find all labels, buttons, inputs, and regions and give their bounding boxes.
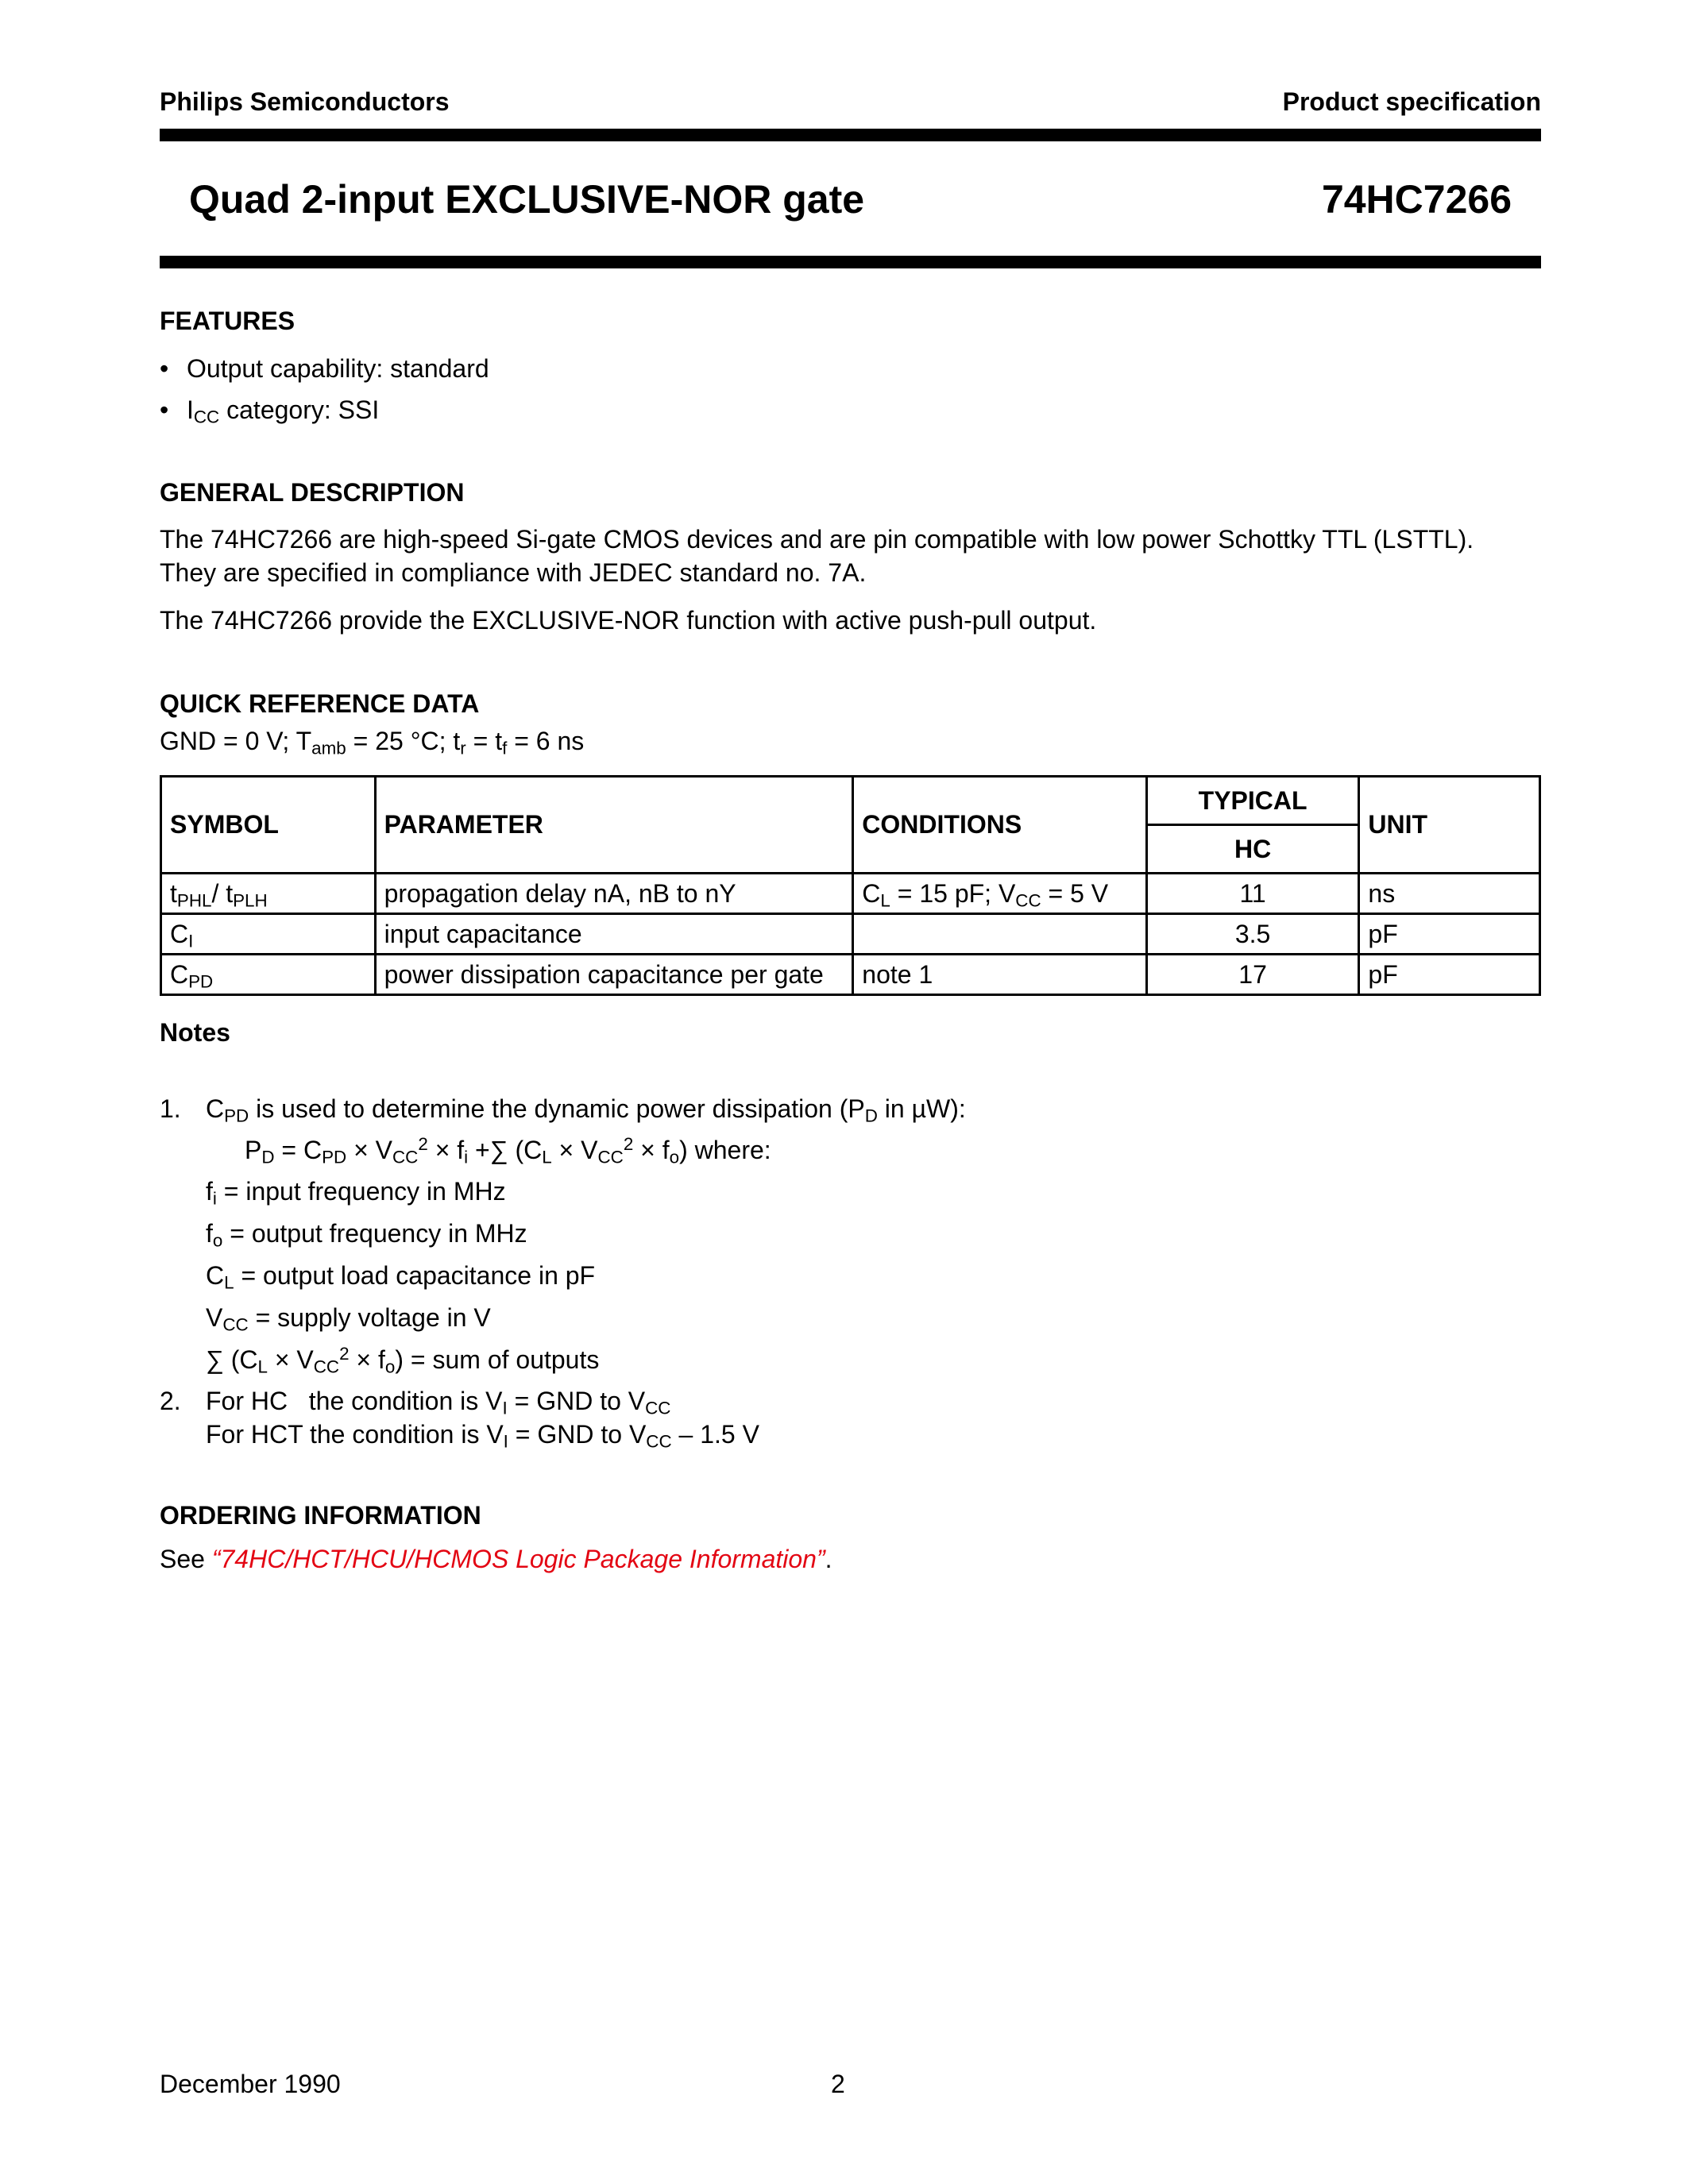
- quick-reference-conditions: GND = 0 V; $T_{amb} = 25$ °C; $t_r = t_f = 6$ ns: [160, 727, 585, 758]
- page-number: 2: [831, 2070, 845, 2098]
- cell-unit: pF: [1359, 955, 1540, 995]
- header-symbol: SYMBOL: [161, 777, 376, 874]
- note-2-line1: For HC the condition is $V_I$ = GND to $V_{CC}$: [206, 1387, 671, 1418]
- part-number: 74HC7266: [1321, 177, 1512, 222]
- ordering-information-text: See “74HC/HCT/HCU/HCMOS Logic Package Information”.: [160, 1545, 832, 1573]
- cell-parameter: propagation delay nA, nB to nY: [375, 874, 853, 914]
- quick-reference-heading: QUICK REFERENCE DATA: [160, 689, 480, 718]
- table-row: [161, 874, 1540, 914]
- table-row: [161, 914, 1540, 955]
- document-type: Product specification: [1282, 87, 1541, 116]
- features-heading: FEATURES: [160, 307, 295, 335]
- table-header-row: [161, 777, 1540, 825]
- note-1-definition: $f_i$ = input frequency in MHz: [206, 1177, 506, 1209]
- table-row: [161, 955, 1540, 995]
- cell-typical: 17: [1146, 955, 1359, 995]
- title-row: [189, 176, 1512, 224]
- ordering-information-heading: ORDERING INFORMATION: [160, 1501, 481, 1530]
- note-1-text: $C_{PD}$ is used to determine the dynamic power dissipation ($P_D$ in µW):: [206, 1094, 966, 1126]
- header-rule-top: [160, 129, 1541, 141]
- note-1-formula: $P_D = C_{PD} \times V_{CC}^2 \times f_i$ +∑ $(C_L \times V_{CC}^2 \times f_o)$ where:: [245, 1133, 771, 1167]
- note-1-definition: $V_{CC}$ = supply voltage in V: [206, 1303, 491, 1335]
- page-header: [160, 87, 1541, 119]
- cell-unit: ns: [1359, 874, 1540, 914]
- notes-heading: Notes: [160, 1018, 230, 1047]
- cell-typical: 3.5: [1146, 914, 1359, 955]
- quick-reference-table: [160, 775, 1541, 996]
- cell-symbol: $C_I$: [161, 914, 376, 955]
- page-title: Quad 2-input EXCLUSIVE-NOR gate: [189, 177, 865, 222]
- company-name: Philips Semiconductors: [160, 87, 450, 116]
- feature-item: • $I_{CC}$ category: SSI: [160, 396, 380, 427]
- bullet-icon: •: [160, 354, 169, 383]
- footer-date: December 1990: [160, 2070, 341, 2098]
- general-description-para1: The 74HC7266 are high-speed Si-gate CMOS devices and are pin compatible with low power Schottky TTL (LSTTL). They are specified in compliance with JEDEC standard no. 7A.: [160, 525, 1474, 587]
- cell-parameter: input capacitance: [375, 914, 853, 955]
- note-number: 2.: [160, 1387, 181, 1415]
- cell-typical: 11: [1146, 874, 1359, 914]
- header-conditions: CONDITIONS: [853, 777, 1146, 874]
- note-1-definition: $C_L$ = output load capacitance in pF: [206, 1261, 596, 1293]
- header-hc: HC: [1146, 825, 1359, 874]
- header-typical: TYPICAL: [1146, 777, 1359, 825]
- cell-conditions: note 1: [853, 955, 1146, 995]
- bullet-icon: •: [160, 396, 169, 424]
- cell-parameter: power dissipation capacitance per gate: [375, 955, 853, 995]
- cell-symbol: $t_{PHL}/$ $t_{PLH}$: [161, 874, 376, 914]
- header-unit: UNIT: [1359, 777, 1540, 874]
- header-rule-bottom: [160, 256, 1541, 268]
- header-parameter: PARAMETER: [375, 777, 853, 874]
- cell-conditions: $C_L = 15$ pF; $V_{CC} = 5$ V: [853, 874, 1146, 914]
- cell-symbol: $C_{PD}$: [161, 955, 376, 995]
- note-2-line2: For HCT the condition is $V_I$ = GND to $V_{CC} - 1.5$ V: [206, 1420, 759, 1452]
- feature-item: • Output capability: standard: [160, 354, 489, 383]
- package-information-link[interactable]: “74HC/HCT/HCU/HCMOS Logic Package Information”: [211, 1545, 825, 1573]
- cell-conditions: [853, 914, 1146, 955]
- note-number: 1.: [160, 1094, 181, 1123]
- note-1-definition: ∑ $(C_L \times V_{CC}^2 \times f_o)$ = sum of outputs: [206, 1343, 600, 1377]
- cell-unit: pF: [1359, 914, 1540, 955]
- note-1-definition: $f_o$ = output frequency in MHz: [206, 1219, 527, 1251]
- general-description-para2: The 74HC7266 provide the EXCLUSIVE-NOR function with active push-pull output.: [160, 606, 1097, 635]
- general-description-heading: GENERAL DESCRIPTION: [160, 478, 465, 507]
